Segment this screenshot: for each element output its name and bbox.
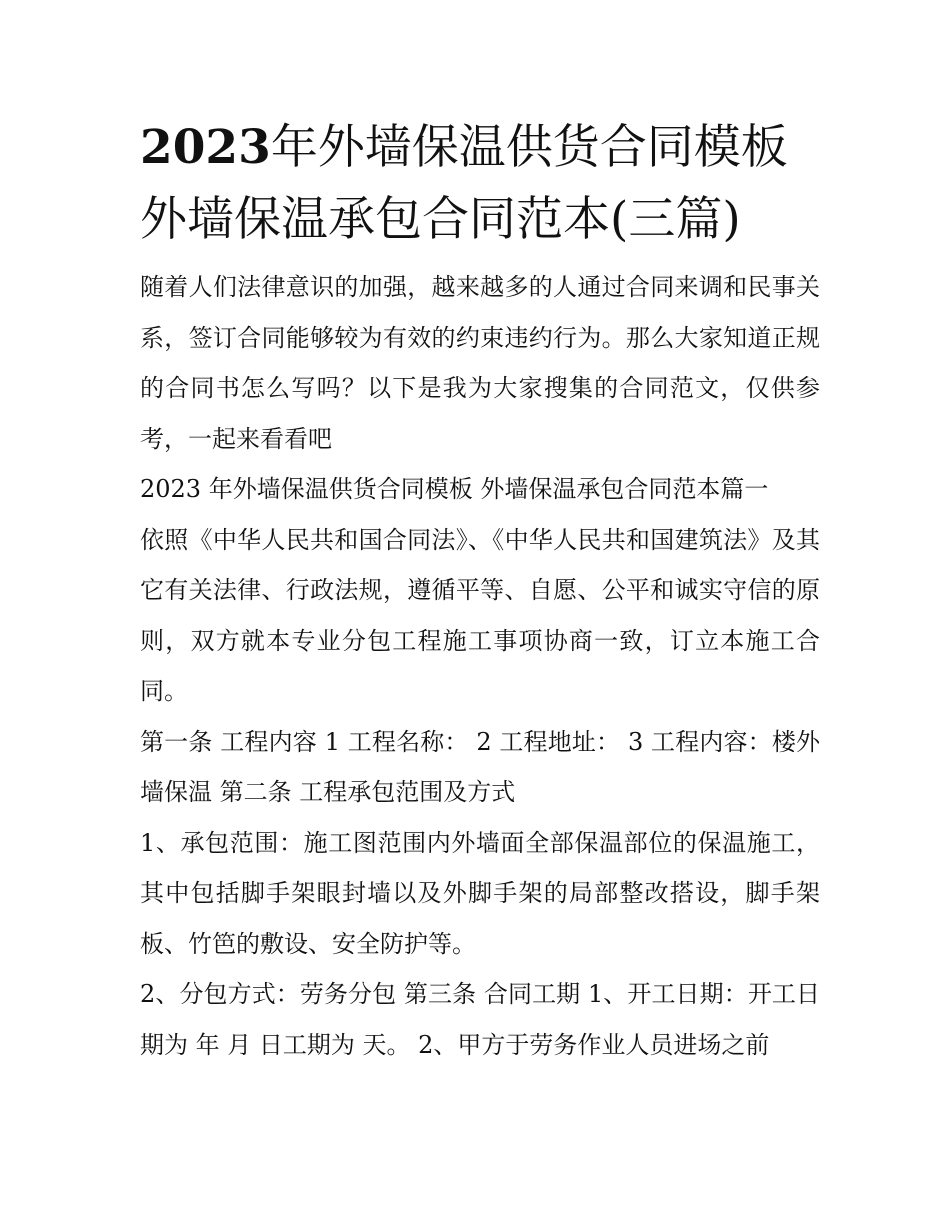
document-title [140,112,820,256]
intro-paragraph: 随着人们法律意识的加强，越来越多的人通过合同来调和民事关系，签订合同能够较为有效的约束违约行为。那么大家知道正规的合同书怎么写吗？以下是我为大家搜集的合同范文，仅供参考，一起来看看吧 [140,273,820,453]
document-page [140,112,820,1070]
method-clause: 2、分包方式：劳务分包 第三条 合同工期 1、开工日期：开工日期为 年 月 日工期为 天。 2、甲方于劳务作业人员进场之前 [140,980,820,1059]
article-1: 第一条 工程内容 1 工程名称： 2 工程地址： 3 工程内容：楼外墙保温 第二条 工程承包范围及方式 [140,727,820,806]
title-line-2: 外墙保温承包合同范本(三篇) [140,192,741,247]
section-heading: 2023 年外墙保温供货合同模板 外墙保温承包合同范本篇一 [140,475,769,503]
title-line-1 [140,112,820,184]
title-year: 2023 [140,120,271,175]
title-line-1-text: 年外墙保温供货合同模板 [270,120,788,175]
contract-preamble: 依照《中华人民共和国合同法》、《中华人民共和国建筑法》及其它有关法律、行政法规，遵循平等、自愿、公平和诚实守信的原则，双方就本专业分包工程施工事项协商一致，订立本施工合同。 [140,525,820,705]
scope-clause: 1、承包范围：施工图范围内外墙面全部保温部位的保温施工，其中包括脚手架眼封墙以及外脚手架的局部整改搭设，脚手架板、竹笆的敷设、安全防护等。 [140,828,820,958]
